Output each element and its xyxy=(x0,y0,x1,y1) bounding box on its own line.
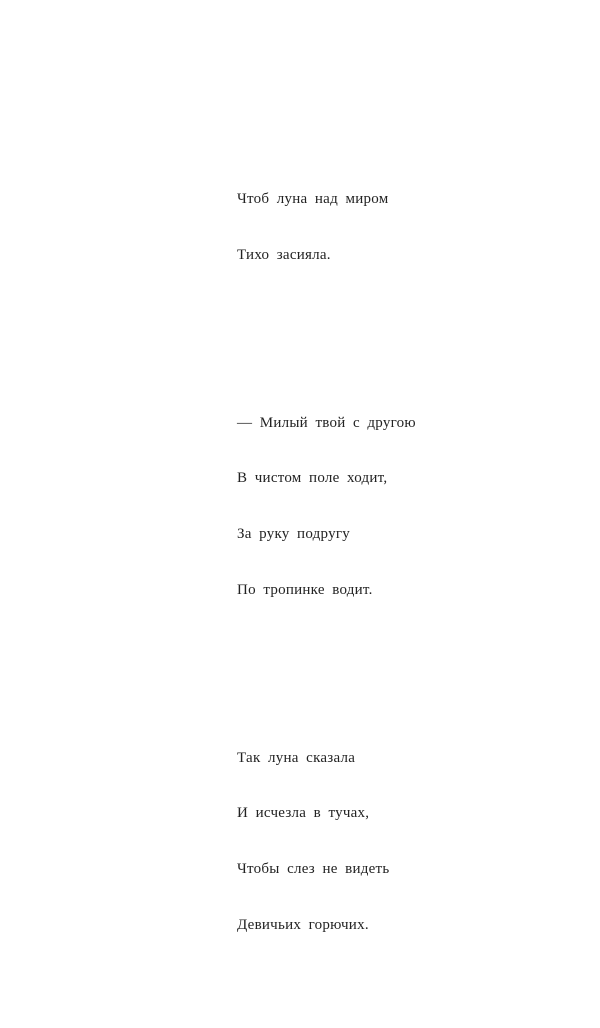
poem-line: В чистом поле ходит, xyxy=(237,470,388,487)
poem-line: Тихо засияла. xyxy=(237,246,331,263)
poem-line: — Милый твой с другою xyxy=(237,414,416,431)
poem-line: И исчезла в тучах, xyxy=(237,805,370,822)
poem-stanza-3 xyxy=(237,711,416,971)
poem-stanza-1 xyxy=(237,153,416,302)
poem-line: Чтобы слез не видеть xyxy=(237,861,390,878)
poem-line: По тропинке водит. xyxy=(237,581,373,598)
poem-line: Чтоб луна над миром xyxy=(237,190,389,207)
poem-line: Девичьих горючих. xyxy=(237,916,369,933)
poem-line: За руку подругу xyxy=(237,526,350,543)
poem-stanza-2 xyxy=(237,376,416,636)
poem-line: Так луна сказала xyxy=(237,749,356,766)
poem-text-block xyxy=(237,97,416,1028)
